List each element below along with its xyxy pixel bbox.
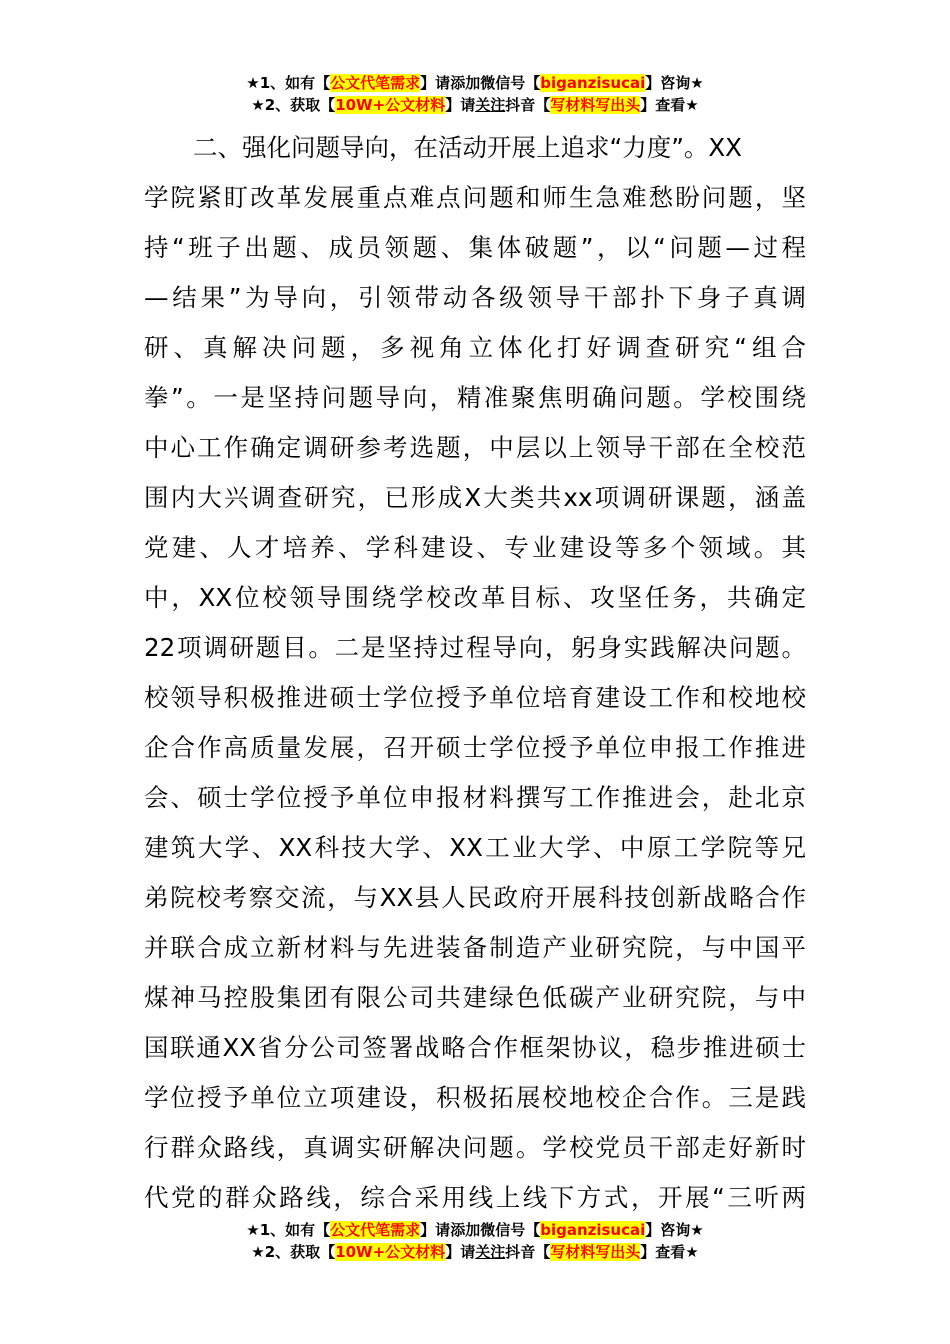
- banner-emphasis: 添加: [450, 74, 481, 92]
- paragraph-line: 国联通XX省分公司签署战略合作框架协议，稳步推进硕士: [144, 1033, 806, 1062]
- paragraph-line: 研、真解决问题，多视角立体化打好调查研究“组合: [144, 333, 806, 362]
- banner-emphasis: 关注: [475, 1243, 506, 1261]
- star-icon: ★: [246, 74, 260, 92]
- paragraph-line: 拳”。一是坚持问题导向，精准聚焦明确问题。学校围绕: [144, 383, 806, 412]
- banner-text: 】咨询★: [645, 1221, 704, 1239]
- banner-text: 】请: [420, 1221, 451, 1239]
- banner-text: 微信号【: [480, 1221, 541, 1239]
- banner-emphasis: 关注: [475, 96, 506, 114]
- paragraph-line: 围内大兴调查研究，已形成X大类共xx项调研课题，涵盖: [144, 483, 806, 512]
- paragraph-line: 持“班子出题、成员领题、集体破题”，以“问题—过程: [144, 233, 806, 262]
- footer-banner-line-1: [0, 1219, 950, 1241]
- paragraph-line: 党建、人才培养、学科建设、专业建设等多个领域。其: [144, 533, 806, 562]
- banner-text: 抖音【: [505, 96, 551, 114]
- paragraph-line: —结果”为导向，引领带动各级领导干部扑下身子真调: [144, 283, 806, 312]
- paragraph-line: 二、强化问题导向，在活动开展上追求“力度”。XX: [144, 133, 742, 162]
- paragraph-line: 中，XX位校领导围绕学校改革目标、攻坚任务，共确定: [144, 583, 806, 612]
- paragraph-line: 中心工作确定调研参考选题，中层以上领导干部在全校范: [144, 433, 806, 462]
- banner-text: 1、如有【: [259, 1221, 331, 1239]
- paragraph-line: 并联合成立新材料与先进装备制造产业研究院，与中国平: [144, 933, 806, 962]
- highlight-service: 公文代笔需求: [330, 74, 421, 92]
- paragraph-line: 校领导积极推进硕士学位授予单位培育建设工作和校地校: [144, 683, 806, 712]
- banner-text: 】请: [445, 1243, 476, 1261]
- paragraph-line: 代党的群众路线，综合采用线上线下方式，开展“三听两: [144, 1183, 806, 1212]
- paragraph-line: 建筑大学、XX科技大学、XX工业大学、中原工学院等兄: [144, 833, 806, 862]
- banner-text: 2、获取【: [264, 96, 336, 114]
- banner-text: 】请: [445, 96, 476, 114]
- highlight-wechat-id: biganzisucai: [540, 1221, 646, 1239]
- paragraph-line: 会、硕士学位授予单位申报材料撰写工作推进会，赴北京: [144, 783, 806, 812]
- paragraph-line: 弟院校考察交流，与XX县人民政府开展科技创新战略合作: [144, 883, 806, 912]
- highlight-materials: 10W+公文材料: [335, 1243, 446, 1261]
- star-icon: ★: [251, 1243, 265, 1261]
- banner-text: 1、如有【: [259, 74, 331, 92]
- document-body: [144, 123, 806, 1223]
- highlight-wechat-id: biganzisucai: [540, 74, 646, 92]
- star-icon: ★: [251, 96, 265, 114]
- header-banner-line-2: [0, 94, 950, 116]
- paragraph-line: 企合作高质量发展，召开硕士学位授予单位申报工作推进: [144, 733, 806, 762]
- highlight-service: 公文代笔需求: [330, 1221, 421, 1239]
- highlight-douyin-account: 写材料写出头: [550, 1243, 641, 1261]
- banner-text: 】请: [420, 74, 451, 92]
- paragraph-line: 学院紧盯改革发展重点难点问题和师生急难愁盼问题，坚: [144, 183, 806, 212]
- banner-text: 2、获取【: [264, 1243, 336, 1261]
- paragraph-line: 学位授予单位立项建设，积极拓展校地校企合作。三是践: [144, 1083, 806, 1112]
- banner-text: 抖音【: [505, 1243, 551, 1261]
- footer-banner-line-2: [0, 1241, 950, 1263]
- banner-text: 】查看★: [640, 1243, 699, 1261]
- banner-emphasis: 添加: [450, 1221, 481, 1239]
- highlight-douyin-account: 写材料写出头: [550, 96, 641, 114]
- paragraph-line: 煤神马控股集团有限公司共建绿色低碳产业研究院，与中: [144, 983, 806, 1012]
- header-banner-line-1: [0, 72, 950, 94]
- banner-text: 微信号【: [480, 74, 541, 92]
- paragraph-line: 行群众路线，真调实研解决问题。学校党员干部走好新时: [144, 1133, 806, 1162]
- highlight-materials: 10W+公文材料: [335, 96, 446, 114]
- star-icon: ★: [246, 1221, 260, 1239]
- banner-text: 】咨询★: [645, 74, 704, 92]
- paragraph-line: 22项调研题目。二是坚持过程导向，躬身实践解决问题。: [144, 633, 806, 662]
- banner-text: 】查看★: [640, 96, 699, 114]
